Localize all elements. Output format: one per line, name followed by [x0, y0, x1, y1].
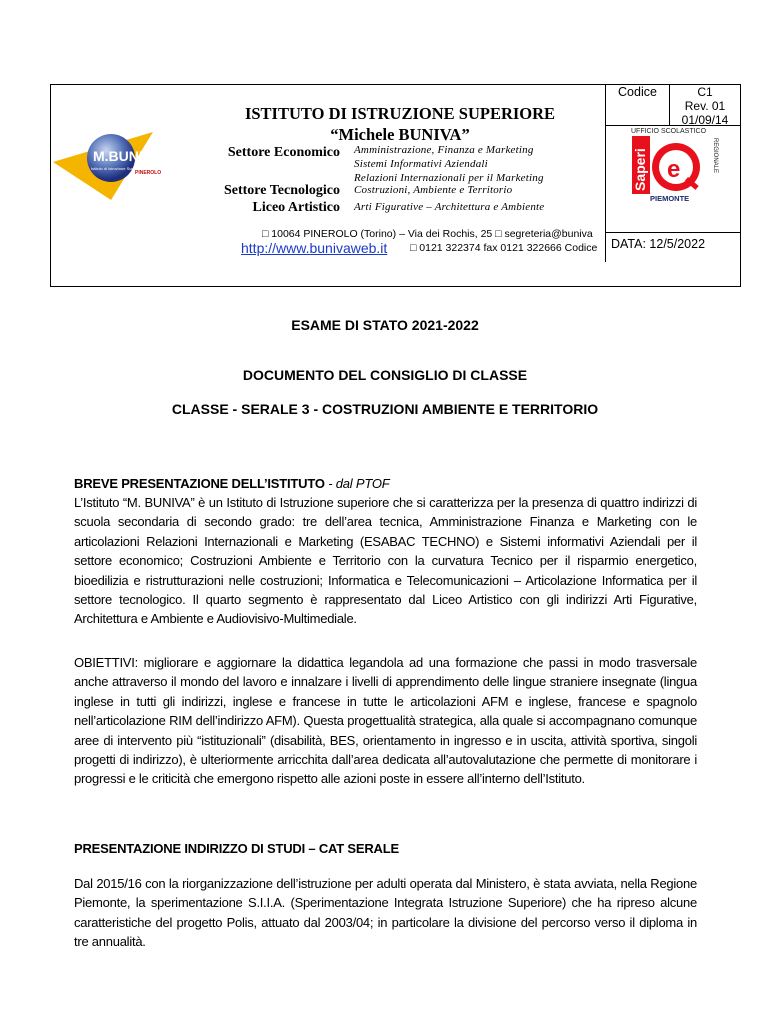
saperi-certification-logo	[628, 125, 738, 203]
section-heading-note: - dal PTOF	[324, 476, 390, 491]
document-date: DATA: 12/5/2022	[611, 237, 706, 251]
sector-item: Relazioni Internazionali per il Marketing	[354, 172, 544, 184]
sector-item: Amministrazione, Finanza e Marketing	[354, 144, 534, 156]
cert-office: UFFICIO SCOLASTICO	[631, 128, 707, 135]
objectives-paragraph: OBIETTIVI: migliorare e aggiornare la didattica legandola ad una formazione che passi in modo trasversale anche attraverso il mondo del lavoro e innalzare i livelli di apprendimento delle lingue straniere insegnate (lingua inglese in tutti gli indirizzi, inglese e francese in tutte le articolazioni AFM e inglese, francese e spagnolo nell’articolazione RIM dell’indirizzo AFM). Questa progettualità strategica, alla quale si accompagnano comunque aree di intervento più “istituzionali” (disabilità, BES, orientamento in ingresso e in uscita, attività sportiva, singoli progetti di indirizzo), è ulteriormente arricchita dall’area dedicata all’autovalutazione che permette di monitorare i progressi e le criticità che emergono rispetto alle azioni poste in essere all’interno dell’Istituto.	[74, 655, 697, 787]
sector-tech-label: Settore Tecnologico	[223, 183, 340, 198]
header-divider	[605, 232, 606, 262]
doc-code: C1	[697, 85, 713, 99]
school-logo	[53, 118, 185, 200]
institute-paragraph: L’Istituto “M. BUNIVA” è un Istituto di Istruzione superiore che si caratterizza per la presenza di quattro indirizzi di scuola secondaria di secondo grado: tre dell’area tecnica, Amministrazione Finanza e Marketing con le articolazioni Relazioni Internazionali e Marketing (ESABAC TECHNO) e Sistemi informativi Aziendali per il settore economico; Costruzioni Ambiente e Territorio con la curvatura Tecnico per il risparmio energetico, bioedilizia e ristrutturazioni nelle costruzioni; Informatica e Telecomunicazioni – Articolazione Informatica per il settore tecnologico. Il quarto segmento è rappresentato dal Liceo Artistico con gli indirizzi Arti Figurative, Architettura e Ambiente e Audiovisivo-Multimediale.	[74, 495, 697, 627]
cert-piemonte: PIEMONTE	[650, 194, 690, 203]
sector-item: Sistemi Informativi Aziendali	[354, 158, 488, 170]
phone-fax: □ 0121 322374 fax 0121 322666 Codice	[410, 242, 598, 254]
logo-subtitle: Istituto di Istruzione Superiore	[91, 166, 144, 171]
sector-item: Arti Figurative – Architettura e Ambiente	[354, 201, 545, 213]
logo-city: PINEROLO	[135, 170, 162, 176]
institute-title: ISTITUTO DI ISTRUZIONE SUPERIORE	[244, 104, 556, 123]
header-divider	[605, 232, 741, 233]
section-heading-text: BREVE PRESENTAZIONE DELL’ISTITUTO	[74, 476, 325, 491]
revision: Rev. 01	[684, 99, 726, 113]
school-address: □ 10064 PINEROLO (Torino) – Via dei Rochis, 25 □ segreteria@buniva	[262, 228, 593, 240]
section-heading-institute	[74, 476, 390, 491]
exam-title: ESAME DI STATO 2021-2022	[291, 317, 479, 333]
sector-item: Costruzioni, Ambiente e Territorio	[354, 184, 513, 196]
institute-name: “Michele BUNIVA”	[330, 125, 470, 144]
cert-regionale: REGIONALE	[712, 138, 718, 174]
logo-text: M.BUNIVA	[93, 148, 162, 164]
sector-art-label: Liceo Artistico	[252, 200, 340, 215]
studies-paragraph: Dal 2015/16 con la riorganizzazione dell’istruzione per adulti operata dal Ministero, è stata avviata, nella Regione Piemonte, la sperimentazione S.I.I.A. (Sperimentazione Integrata Istruzione Superiore) che ha ripreso alcune caratteristiche del progetto Polis, attuato dal 2003/04; in particolare la divisione del percorso verso il diploma in tre annualità.	[74, 876, 697, 950]
codice-label: Codice	[618, 85, 657, 99]
header-divider	[605, 84, 606, 232]
sector-economic-list	[354, 143, 544, 185]
section-heading-studies: PRESENTAZIONE INDIRIZZO DI STUDI – CAT SERALE	[74, 841, 399, 856]
doc-code-block	[670, 85, 740, 127]
sector-economic-label: Settore Economico	[227, 145, 340, 160]
class-title: CLASSE - SERALE 3 - COSTRUZIONI AMBIENTE E TERRITORIO	[171, 401, 599, 417]
website-link[interactable]: http://www.bunivaweb.it	[241, 240, 388, 256]
cert-saperi: Saperi	[632, 148, 648, 191]
svg-text:e: e	[667, 156, 681, 183]
document-title: DOCUMENTO DEL CONSIGLIO DI CLASSE	[242, 367, 528, 383]
revision-date: 01/09/14	[681, 113, 729, 127]
